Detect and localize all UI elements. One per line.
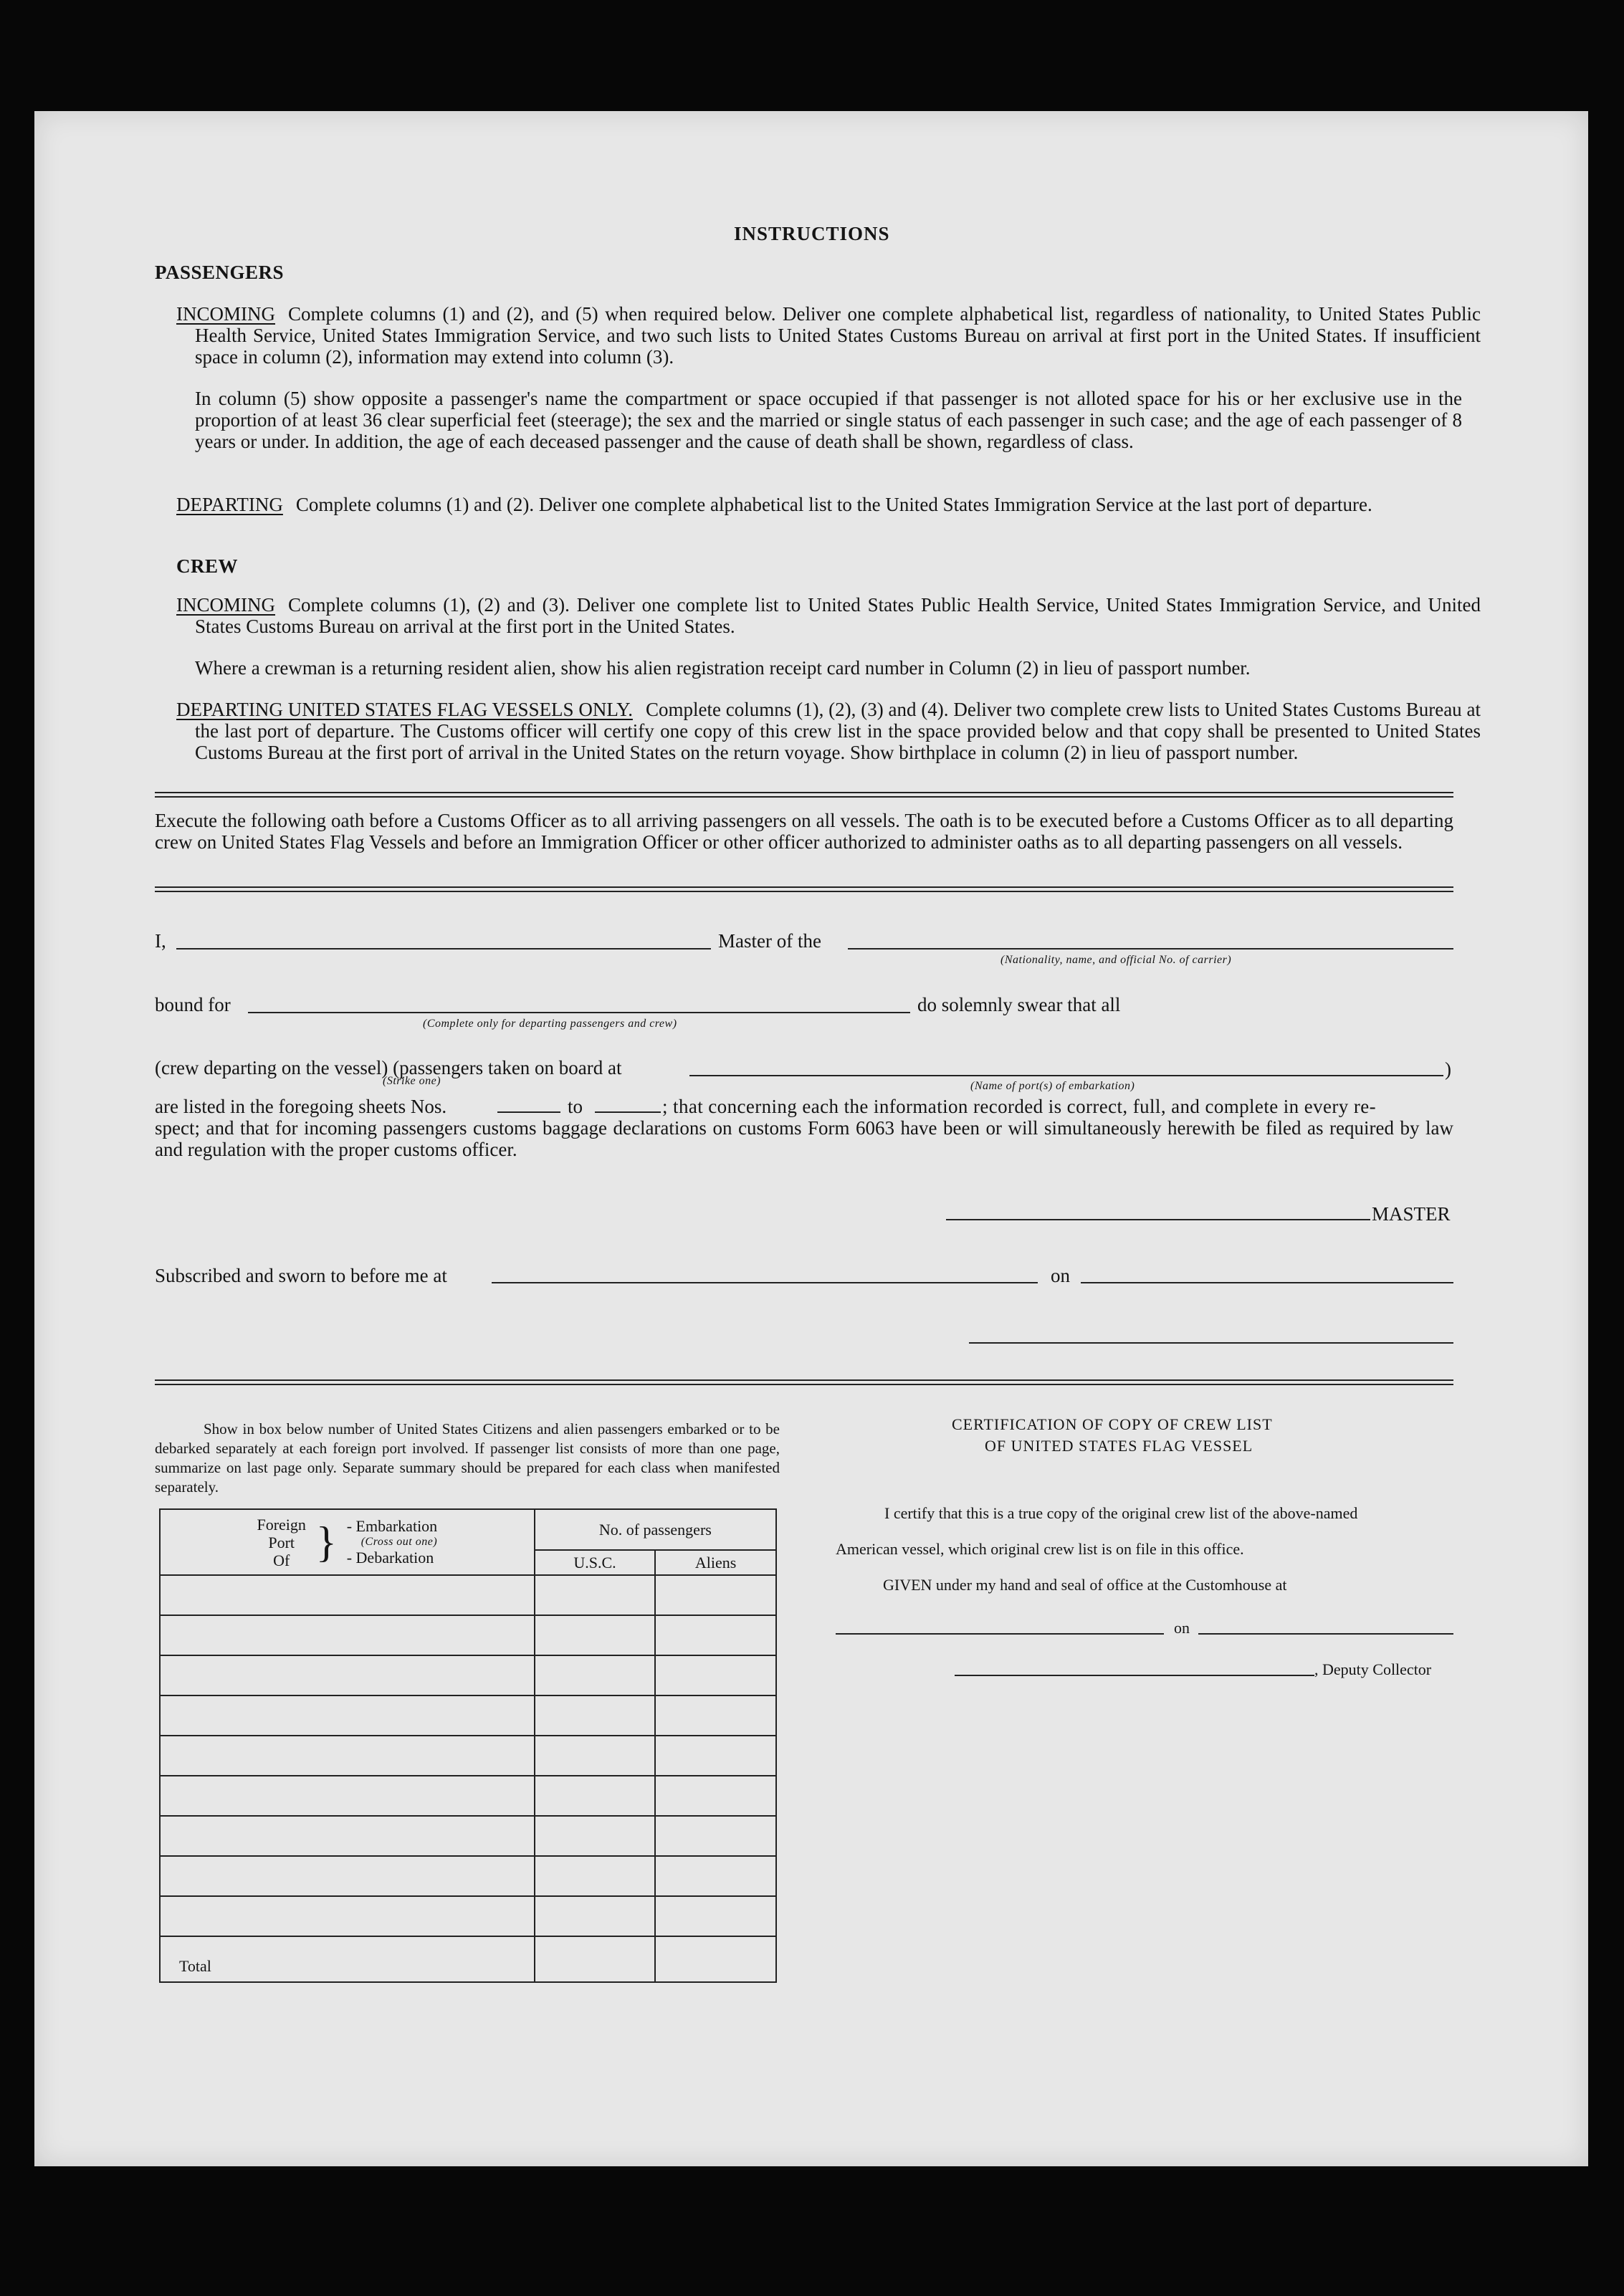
oath-i-label: I, — [155, 930, 166, 952]
total-row — [160, 1936, 776, 1982]
embarkation-label: - Embarkation — [346, 1517, 438, 1535]
form-sheet — [34, 111, 1588, 2166]
subscribed-label: Subscribed and sworn to before me at — [155, 1265, 447, 1286]
sheet-from-field[interactable] — [497, 1111, 560, 1113]
table-row — [160, 1736, 776, 1776]
usc-cell[interactable] — [535, 1736, 656, 1776]
certification-on-label: on — [1174, 1619, 1190, 1637]
divider-oath — [155, 886, 1453, 892]
certify-line2: American vessel, which original crew list is on file in this office. — [836, 1540, 1244, 1558]
passengers-departing-label: DEPARTING — [176, 494, 283, 515]
bound-for-field[interactable] — [248, 1012, 910, 1013]
usc-cell[interactable] — [535, 1856, 656, 1896]
no-of-passengers-header: No. of passengers — [535, 1509, 776, 1550]
certification-title-line1: CERTIFICATION OF COPY OF CREW LIST — [952, 1415, 1273, 1433]
crew-departing-paragraph — [176, 699, 1481, 763]
master-name-field[interactable] — [176, 948, 711, 950]
crew-incoming-paragraph — [176, 594, 1481, 637]
crew-passengers-text: (crew departing on the vessel) (passengers taken on board at — [155, 1057, 622, 1078]
carrier-field[interactable] — [848, 948, 1453, 950]
aliens-header: Aliens — [655, 1550, 776, 1575]
embarkation-port-field[interactable] — [689, 1075, 1443, 1076]
crew-heading: CREW — [176, 555, 239, 577]
certify-line1: I certify that this is a true copy of the original crew list of the above-named — [884, 1504, 1358, 1522]
aliens-cell[interactable] — [655, 1575, 776, 1615]
divider-top — [155, 792, 1453, 798]
port-cell[interactable] — [160, 1736, 535, 1776]
deputy-collector-signature-field[interactable] — [955, 1675, 1314, 1676]
listed-continuation: spect; and that for incoming passengers customs baggage declarations on customs Form 6063 have been or will simultaneously herewith be filed as required by law and regulation with the proper customs officer. — [155, 1117, 1453, 1160]
port-cell[interactable] — [160, 1695, 535, 1736]
aliens-cell[interactable] — [655, 1816, 776, 1856]
page-title: INSTRUCTIONS — [734, 223, 890, 244]
sheet-to-field[interactable] — [595, 1111, 661, 1113]
usc-cell[interactable] — [535, 1575, 656, 1615]
passengers-departing-paragraph — [176, 494, 1481, 515]
given-text: GIVEN under my hand and seal of office at the Customhouse at — [883, 1576, 1287, 1594]
total-label: Total — [160, 1936, 535, 1982]
usc-cell[interactable] — [535, 1615, 656, 1655]
usc-cell[interactable] — [535, 1655, 656, 1695]
sworn-location-field[interactable] — [492, 1282, 1038, 1283]
crew-departing-label: DEPARTING UNITED STATES FLAG VESSELS ONLY. — [176, 699, 633, 720]
total-usc-cell[interactable] — [535, 1936, 656, 1982]
carrier-caption: (Nationality, name, and official No. of carrier) — [1000, 954, 1232, 966]
usc-cell[interactable] — [535, 1695, 656, 1736]
table-row — [160, 1655, 776, 1695]
table-row — [160, 1695, 776, 1736]
certification-title-line2: OF UNITED STATES FLAG VESSEL — [985, 1437, 1253, 1455]
table-row — [160, 1896, 776, 1936]
solemnly-swear-text: do solemnly swear that all — [917, 994, 1121, 1015]
table-row — [160, 1776, 776, 1816]
aliens-cell[interactable] — [655, 1695, 776, 1736]
master-label: MASTER — [1372, 1203, 1451, 1225]
of-label: Of — [273, 1551, 290, 1569]
crew-incoming-label: INCOMING — [176, 594, 275, 616]
port-cell[interactable] — [160, 1776, 535, 1816]
strike-one-caption: (Strike one) — [383, 1075, 441, 1087]
deputy-collector-label: , Deputy Collector — [1314, 1660, 1432, 1678]
port-cell[interactable] — [160, 1856, 535, 1896]
passengers-incoming-text: Complete columns (1) and (2), and (5) when required below. Deliver one complete alphabetical list, regardless of nationality, to United States Public Health Service, United States Immigration Service, and two such lists to United States Customs Bureau on arrival at first port in the United States. If insufficient space in column (2), information may extend into column (3). — [195, 303, 1481, 368]
foreign-label: Foreign — [257, 1515, 306, 1534]
bound-for-caption: (Complete only for departing passengers and crew) — [423, 1018, 677, 1030]
port-cell[interactable] — [160, 1896, 535, 1936]
listed-prefix: are listed in the foregoing sheets Nos. — [155, 1096, 447, 1117]
certification-date-field[interactable] — [1198, 1633, 1453, 1635]
port-label: Port — [268, 1533, 295, 1551]
close-paren: ) — [1445, 1058, 1451, 1080]
foreign-port-header — [160, 1509, 535, 1575]
embarkation-port-caption: (Name of port(s) of embarkation) — [970, 1080, 1135, 1092]
aliens-cell[interactable] — [655, 1896, 776, 1936]
port-cell[interactable] — [160, 1615, 535, 1655]
total-aliens-cell[interactable] — [655, 1936, 776, 1982]
oath-intro: Execute the following oath before a Customs Officer as to all arriving passengers on all vessels. The oath is to be executed before a Customs Officer as to all departing crew on United States Flag Vessels and before an Immigration Officer or other officer authorized to administer oaths as to all departing passengers on all vessels. — [155, 810, 1453, 853]
aliens-cell[interactable] — [655, 1615, 776, 1655]
officer-signature-field[interactable] — [969, 1342, 1453, 1344]
port-cell[interactable] — [160, 1816, 535, 1856]
passengers-heading: PASSENGERS — [155, 262, 285, 283]
aliens-cell[interactable] — [655, 1856, 776, 1896]
port-cell[interactable] — [160, 1575, 535, 1615]
crew-incoming-text: Complete columns (1), (2) and (3). Deliver one complete list to United States Public Health Service, United States Immigration Service, and United States Customs Bureau on arrival at the first port in the United States. — [195, 594, 1481, 637]
table-row — [160, 1615, 776, 1655]
cross-out-one-caption: (Cross out one) — [360, 1536, 438, 1548]
passengers-departing-text: Complete columns (1) and (2). Deliver one complete alphabetical list to the United States Immigration Service at the last port of departure. — [295, 494, 1372, 515]
aliens-cell[interactable] — [655, 1736, 776, 1776]
aliens-cell[interactable] — [655, 1776, 776, 1816]
usc-cell[interactable] — [535, 1776, 656, 1816]
crew-resident-paragraph: Where a crewman is a returning resident alien, show his alien registration receipt card number in Column (2) in lieu of passport number. — [195, 657, 1251, 679]
to-label: to — [568, 1096, 583, 1117]
sworn-on-label: on — [1051, 1265, 1070, 1286]
table-row — [160, 1816, 776, 1856]
passengers-incoming-label: INCOMING — [176, 303, 275, 325]
bound-for-label: bound for — [155, 994, 231, 1015]
listed-suffix: ; that concerning each the information recorded is correct, full, and complete in every re- — [662, 1096, 1376, 1117]
usc-header: U.S.C. — [535, 1550, 656, 1575]
table-row — [160, 1575, 776, 1615]
usc-cell[interactable] — [535, 1896, 656, 1936]
summary-instructions: Show in box below number of United States Citizens and alien passengers embarked or to be debarked separately at each foreign port involved. If passenger list consists of more than one page, summarize on last page only. Separate summary should be prepared for each class when manifested separately. — [155, 1420, 780, 1496]
brace-icon: } — [315, 1518, 337, 1566]
master-signature-field[interactable] — [946, 1219, 1370, 1220]
passengers-column5-paragraph: In column (5) show opposite a passenger's name the compartment or space occupied if that passenger is not alloted space for his or her exclusive use in the proportion of at least 36 clear superficial feet (steerage); the sex and the married or single status of each passenger in such case; and the age of each passenger of 8 years or under. In addition, the age of each deceased passenger and the cause of death shall be shown, regardless of class. — [195, 388, 1462, 452]
crew-departing-text: Complete columns (1), (2), (3) and (4). Deliver two complete crew lists to United States Customs Bureau at the last port of departure. The Customs officer will certify one copy of this crew list in the space provided below and that copy shall be presented to United States Customs Bureau at the first port of arrival in the United States on the return voyage. Show birthplace in column (2) in lieu of passport number. — [195, 699, 1481, 763]
passenger-summary-table — [159, 1508, 777, 1983]
aliens-cell[interactable] — [655, 1655, 776, 1695]
usc-cell[interactable] — [535, 1816, 656, 1856]
passengers-incoming-paragraph — [176, 303, 1481, 368]
debarkation-label: - Debarkation — [346, 1549, 434, 1566]
customhouse-field[interactable] — [836, 1633, 1164, 1635]
port-cell[interactable] — [160, 1655, 535, 1695]
master-of-the-label: Master of the — [718, 930, 821, 952]
divider-bottom — [155, 1379, 1453, 1385]
sworn-date-field[interactable] — [1081, 1282, 1453, 1283]
table-row — [160, 1856, 776, 1896]
